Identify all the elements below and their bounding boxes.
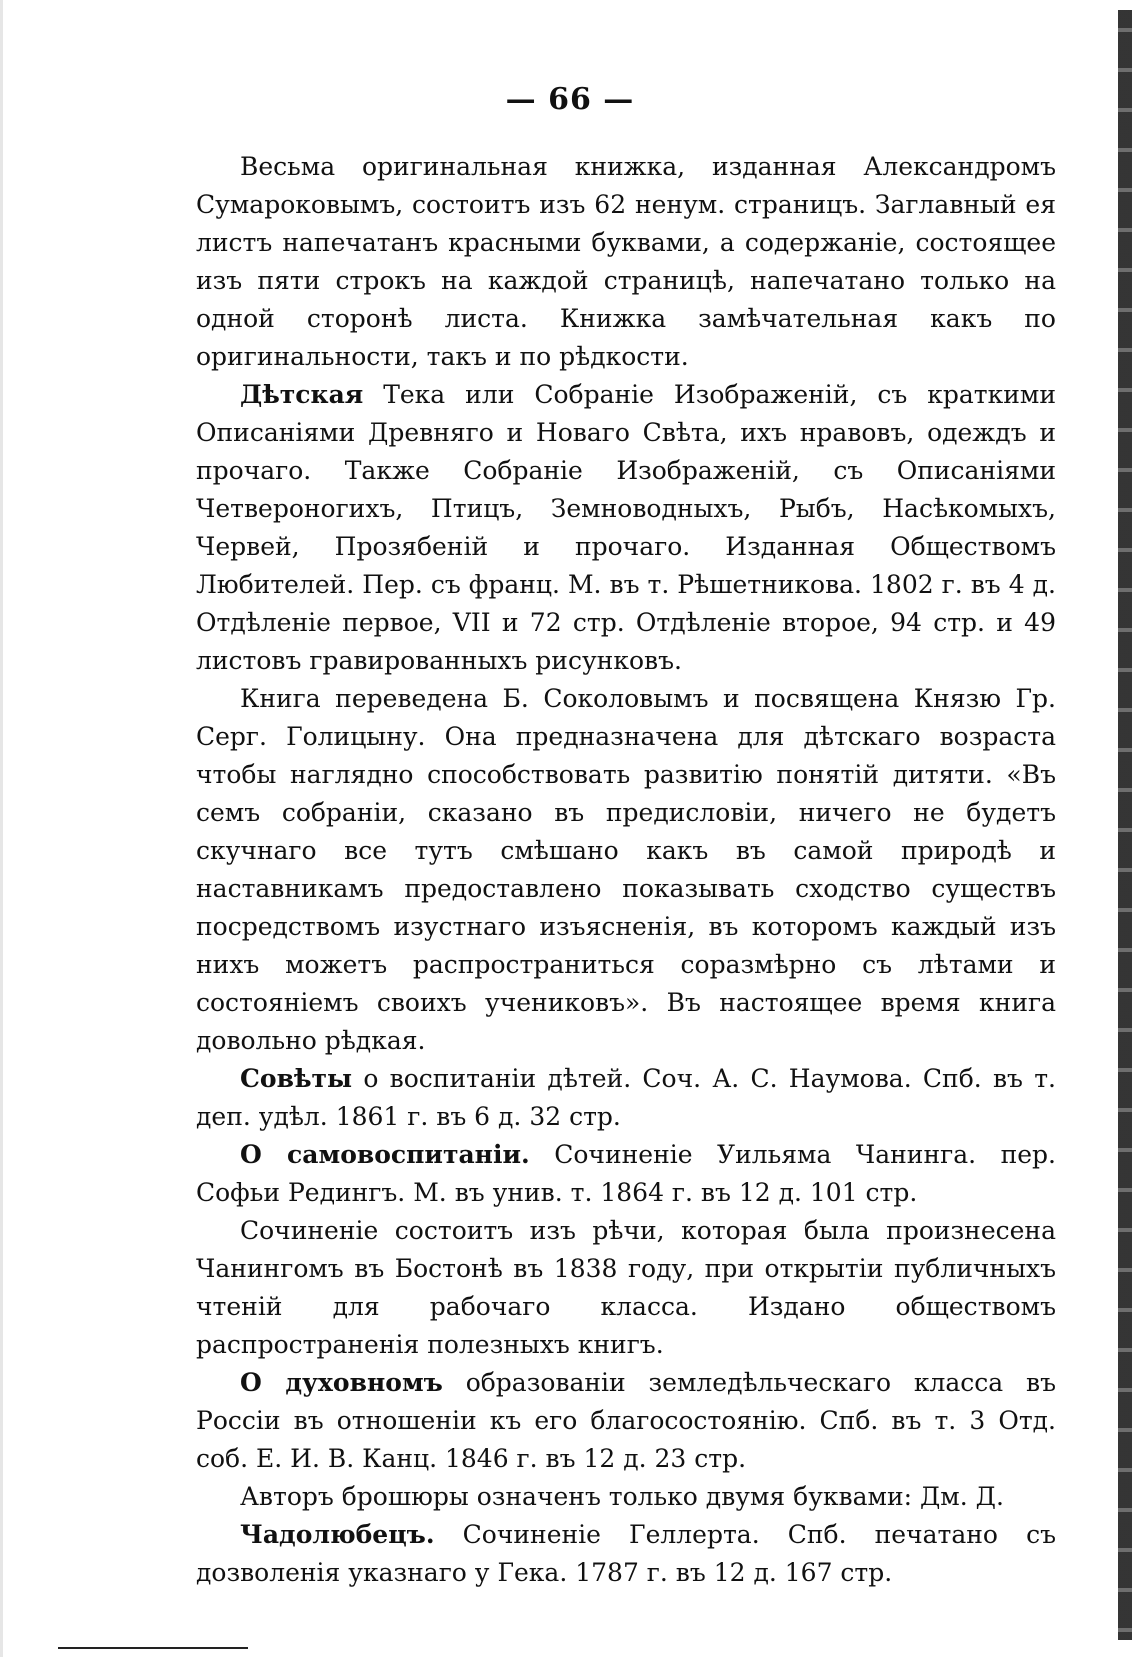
paragraph-lead: О самовоспитаніи. — [240, 1140, 530, 1169]
paragraph-text: Тека или Собраніе Изображеній, съ краткими Описаніями Древняго и Новаго Свѣта, ихъ нравовъ, одеждъ и прочаго. Также Собраніе Изображеній, съ Описаніями Четвероногихъ, Птицъ, Земноводныхъ, Рыбъ, Насѣкомыхъ, Червей, Прозябеній и прочаго. Изданная Обществомъ Любителей. Пер. съ франц. М. въ т. Рѣшетникова. 1802 г. въ 4 д. Отдѣленіе первое, VII и 72 стр. Отдѣленіе второе, 94 стр. и 49 листовъ гравированныхъ рисунковъ. — [196, 380, 1056, 675]
paragraph-1 — [196, 148, 1056, 376]
bottom-rule — [58, 1647, 248, 1649]
page-binding-edge — [1118, 10, 1132, 1640]
page-left-edge — [0, 0, 3, 1657]
paragraph-lead: Совѣты — [240, 1064, 353, 1093]
paragraph-text: Весьма оригинальная книжка, изданная Александромъ Сумароковымъ, состоитъ изъ 62 ненум. страницъ. Заглавный ея листъ напечатанъ красными буквами, а содержаніе, состоящее изъ пяти строкъ на каждой страницѣ, напечатано только на одной сторонѣ листа. Книжка замѣчательная какъ по оригинальности, такъ и по рѣдкости. — [196, 152, 1056, 371]
page-number: — 66 — — [505, 82, 635, 117]
paragraph-6 — [196, 1212, 1056, 1364]
paragraph-text: образованіи земледѣльческаго класса въ Россіи въ отношеніи къ его благосостоянію. Спб. въ т. 3 Отд. соб. Е. И. В. Канц. 1846 г. въ 12 д. 23 стр. — [196, 1368, 1056, 1473]
paragraph-8 — [196, 1478, 1056, 1516]
paragraph-text: Авторъ брошюры означенъ только двумя буквами: Дм. Д. — [240, 1482, 1004, 1511]
paragraph-2 — [196, 376, 1056, 680]
paragraph-text: Сочиненіе Уильяма Чанинга. пер. Софьи Редингъ. М. въ унив. т. 1864 г. въ 12 д. 101 стр. — [196, 1140, 1056, 1207]
paragraph-3 — [196, 680, 1056, 1060]
main-text — [196, 148, 1056, 1592]
paragraph-lead: О духовномъ — [240, 1368, 443, 1397]
paragraph-9 — [196, 1516, 1056, 1592]
paragraph-5 — [196, 1136, 1056, 1212]
paragraph-text: Сочиненіе состоитъ изъ рѣчи, которая была произнесена Чанингомъ въ Бостонѣ въ 1838 году, при открытіи публичныхъ чтеній для рабочаго класса. Издано обществомъ распространенія полезныхъ книгъ. — [196, 1216, 1056, 1359]
paragraph-text: Книга переведена Б. Соколовымъ и посвящена Князю Гр. Серг. Голицыну. Она предназначена для дѣтскаго возраста чтобы наглядно способствовать развитію понятій дитяти. «Въ семъ собраніи, сказано въ предисловіи, ничего не будетъ скучнаго все тутъ смѣшано какъ въ самой природѣ и наставникамъ предоставлено показывать сходство существъ посредствомъ изустнаго изъясненія, въ которомъ каждый изъ нихъ можетъ распространиться соразмѣрно съ лѣтами и состояніемъ своихъ учениковъ». Въ настоящее время книга довольно рѣдкая. — [196, 684, 1056, 1055]
paragraph-4 — [196, 1060, 1056, 1136]
paragraph-7 — [196, 1364, 1056, 1478]
paragraph-lead: Чадолюбецъ. — [240, 1520, 435, 1549]
paragraph-lead: Дѣтская — [240, 380, 364, 409]
paragraph-text: Сочиненіе Геллерта. Спб. печатано съ дозволенія указнаго у Гека. 1787 г. въ 12 д. 167 стр. — [196, 1520, 1056, 1587]
paragraph-text: о воспитаніи дѣтей. Соч. А. С. Наумова. Спб. въ т. деп. удѣл. 1861 г. въ 6 д. 32 стр. — [196, 1064, 1056, 1131]
